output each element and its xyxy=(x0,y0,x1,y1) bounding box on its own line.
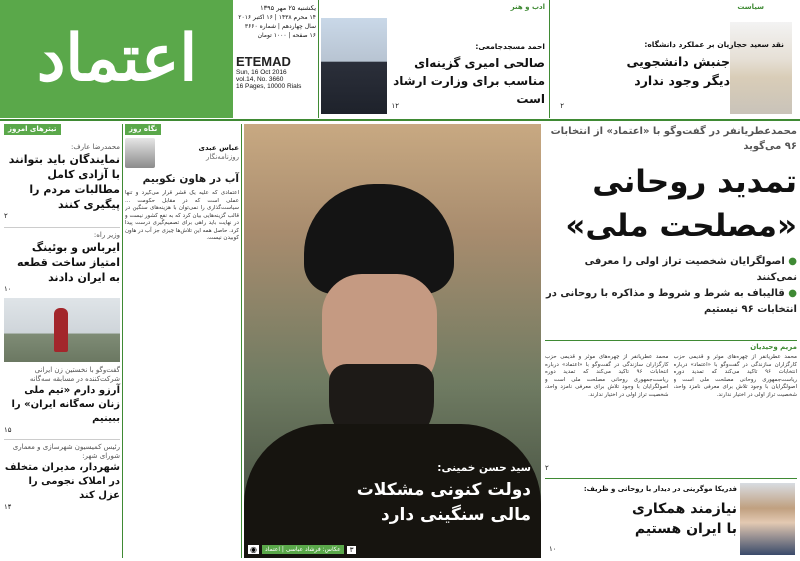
headline-item[interactable] xyxy=(4,227,120,294)
main-kicker: محمدعطریانفر در گفت‌وگو با «اعتماد» از انتخابات ۹۶ می‌گوید xyxy=(550,126,797,152)
page-number: ۱۰ xyxy=(549,545,557,553)
editorial-column[interactable] xyxy=(125,124,239,558)
teaser-headline: صالحی امیری گزینه‌ای مناسب برای وزارت ارشاد است xyxy=(393,56,545,106)
photo-credit xyxy=(248,545,356,554)
bullet-text: قالیباف به شرط و شروط و مذاکره با روحانی در انتخابات ۹۶ نیستیم xyxy=(545,288,797,315)
item-kicker: گفت‌وگو با نخستین زن ایرانی شرکت‌کننده در مسابقه سه‌گانه xyxy=(29,366,120,383)
runner-figure xyxy=(54,308,68,352)
author-photo xyxy=(125,138,155,168)
page-number: ۱۴ xyxy=(4,503,12,511)
teaser-section-label: ادب و هنر xyxy=(510,3,545,11)
byline: مریم وحیدیان xyxy=(750,343,797,351)
masthead-logo: اعتماد xyxy=(36,21,198,96)
column-rule xyxy=(241,124,242,558)
credit-text: عکاس: فرشاد عباسی | اعتماد xyxy=(262,545,344,554)
date-english: Sun, 16 Oct 2016 xyxy=(236,69,287,76)
masthead-divider xyxy=(0,119,800,121)
main-bullets xyxy=(545,254,797,318)
main-story-body xyxy=(545,340,797,470)
teaser-arts[interactable] xyxy=(318,0,550,118)
photo-caption-name: سید حسن خمینی: xyxy=(437,462,531,474)
page-number: ۱۵ xyxy=(4,426,12,434)
item-headline: نمایندگان باید بتوانند با آزادی کامل مطالبات مردم را پیگیری کنند xyxy=(8,153,120,211)
item-headline: آرزو دارم «تیم ملی زنان سه‌گانه ایران» را ببینیم xyxy=(11,385,120,424)
editorial-section-label: نگاه روز xyxy=(125,124,161,135)
column-rule xyxy=(122,124,123,558)
item-kicker: وزیر راه: xyxy=(93,231,120,239)
page-badge: ۳ xyxy=(347,546,357,554)
athlete-photo xyxy=(4,298,120,362)
page-number: ۱۰ xyxy=(4,285,12,293)
bullet-item: ● قالیباف به شرط و شروط و مذاکره با روحانی در انتخابات ۹۶ نیستیم xyxy=(545,288,797,315)
headline-item[interactable] xyxy=(4,439,120,512)
bottom-story[interactable] xyxy=(545,478,797,558)
mogherini-photo xyxy=(740,483,795,555)
item-headline: ایرباس و بوئینگ امتیاز ساخت قطعه به ایران دادند xyxy=(16,241,120,284)
pages-english: 16 Pages, 10000 Rials xyxy=(236,83,302,90)
teaser-politics[interactable] xyxy=(552,0,800,118)
author-block xyxy=(125,138,239,168)
item-kicker: رئیس کمیسیون شهرسازی و معماری شورای شهر: xyxy=(12,443,120,460)
bottom-headline: نیازمند همکاری با ایران هستیم xyxy=(631,501,737,537)
photo-headline: دولت کنونی مشکلات مالی سنگینی دارد xyxy=(356,480,531,525)
date-hijri: ۱۴ محرم ۱۴۳۸ | ۱۶ اکتبر ۲۰۱۶ xyxy=(238,14,316,21)
main-headline: تمدید روحانی «مصلحت ملی» xyxy=(565,164,797,244)
author-role: روزنامه‌نگار xyxy=(205,153,239,161)
teaser-kicker: احمد مسجدجامعی: xyxy=(475,42,545,51)
latin-name: ETEMAD xyxy=(236,54,291,69)
lead-photo[interactable] xyxy=(244,124,541,558)
bullet-item: ● اصولگرایان شخصیت تراز اولی را معرفی نمی‌کنند xyxy=(584,256,797,283)
bullet-text: اصولگرایان شخصیت تراز اولی را معرفی نمی‌کنند xyxy=(584,256,797,283)
teaser-kicker: نقد سعید حجاریان بر عملکرد دانشگاه: xyxy=(644,40,784,49)
page-number: ۲ xyxy=(560,102,564,110)
editorial-body: اعتمادی که علیه یک قشر قرار می‌گیرد و تنها عملی است که در مقابل حکومت ... سیاست‌گذاری را نمی‌توان با هزینه‌های سنگین در قالب گزینه‌هایی بیان کرد که به نفع کشور نیست و در نهایت باید راهی برای تصمیم‌گیری درست پیدا کرد. حاصل همه این تلاش‌ها چیزی جز آب در هاون کوبیدن نیست. xyxy=(125,190,239,241)
item-headline: شهردار، مدیران متخلف در املاک نجومی را عزل کند xyxy=(4,462,120,501)
bottom-kicker: فدریکا موگرینی در دیدار با روحانی و ظریف: xyxy=(583,485,737,493)
body-column: محمد عطریانفر از چهره‌های موثر و قدیمی حزب کارگزاران سازندگی در گفت‌وگو با «اعتماد» درباره انتخابات ۹۶ تاکید می‌کند که تمدید دوره ریاست‌جمهوری روحانی مصلحت ملی است و اصولگرایان با وجود تلاش برای معرفی نامزد واحد، شخصیت تراز اولی در اختیار ندارند. xyxy=(673,354,797,398)
portrait-photo xyxy=(730,22,792,114)
date-persian: یکشنبه ۲۵ مهر ۱۳۹۵ xyxy=(260,4,316,12)
camera-icon: ◉ xyxy=(250,545,257,554)
headline-item[interactable] xyxy=(4,143,120,221)
item-kicker: محمدرضا عارف: xyxy=(71,143,120,151)
portrait-photo xyxy=(321,18,387,114)
body-column: محمد عطریانفر از چهره‌های موثر و قدیمی حزب کارگزاران سازندگی در گفت‌وگو با «اعتماد» درباره انتخابات ۹۶ تاکید می‌کند که تمدید دوره ریاست‌جمهوری روحانی مصلحت ملی است و اصولگرایان با وجود تلاش برای معرفی نامزد واحد، شخصیت تراز اولی در اختیار ندارند. xyxy=(545,354,669,398)
teaser-section-label: سیاست xyxy=(737,3,764,11)
author-name: عباس عبدی xyxy=(198,144,239,152)
masthead-info xyxy=(236,0,316,118)
headline-item[interactable] xyxy=(4,366,120,435)
teaser-headline: جنبش دانشجویی دیگر وجود ندارد xyxy=(626,54,730,88)
year-issue: سال چهاردهم | شماره ۳۶۶۰ xyxy=(244,23,316,30)
page-number: ۱۲ xyxy=(391,102,399,110)
pages-price: ۱۶ صفحه | ۱۰۰۰ تومان xyxy=(257,32,316,39)
column-header-label: تیترهای امروز xyxy=(4,124,61,135)
editorial-title: آب در هاون نکوبیم xyxy=(142,173,239,185)
column-header xyxy=(4,124,120,135)
page-number: ۲ xyxy=(4,212,8,220)
page-number: ۲ xyxy=(545,464,549,472)
volume-english: vol.14, No. 3660 xyxy=(236,76,284,83)
left-column xyxy=(4,124,120,558)
